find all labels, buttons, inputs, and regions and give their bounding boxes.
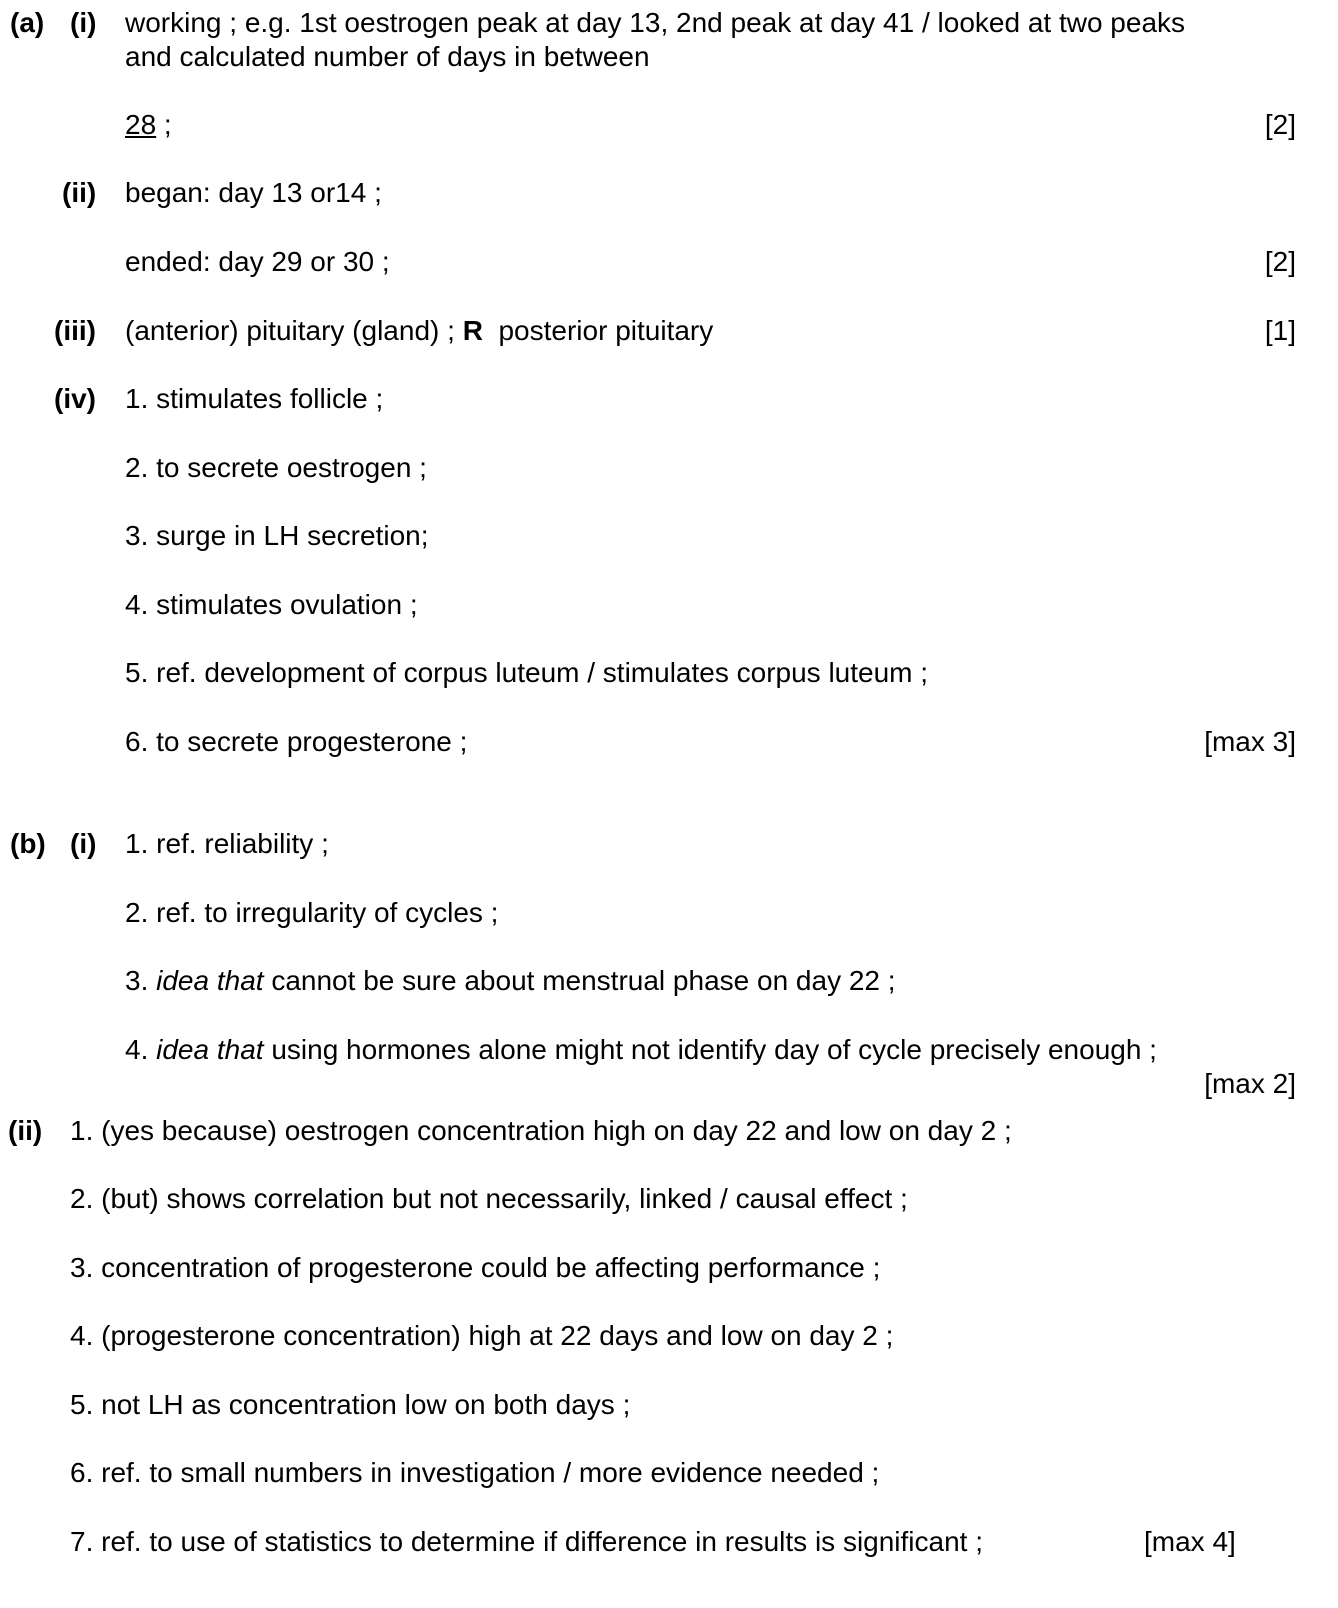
part-a-i-line2: and calculated number of days in between [125, 41, 650, 72]
part-b-label: (b) [10, 828, 46, 859]
part-b-i-point: 1. ref. reliability ; [125, 828, 329, 859]
part-a-ii-line2: ended: day 29 or 30 ; [125, 246, 390, 277]
part-b-i-label: (i) [70, 828, 97, 859]
part-a-ii-label: (ii) [62, 177, 97, 208]
part-b-i-p3-rest: cannot be sure about menstrual phase on day 22 ; [263, 965, 896, 996]
part-a-iv-point: 1. stimulates follicle ; [125, 383, 384, 414]
part-b-ii-point: 3. concentration of progesterone could be affecting performance ; [70, 1252, 881, 1283]
part-a-iv-point: 6. to secrete progesterone ; [125, 726, 468, 757]
part-b-i-p3-italic: idea that [156, 965, 264, 996]
part-a-iii-reject: R [462, 315, 483, 346]
part-a-iv-label: (iv) [54, 383, 96, 414]
part-a-iii-answer [125, 314, 713, 348]
part-a-iii-text-after: posterior pituitary [482, 315, 714, 346]
part-b-i-point: 2. ref. to irregularity of cycles ; [125, 897, 499, 928]
part-a-iv-mark: [max 3] [1204, 726, 1296, 757]
part-b-i-mark: [max 2] [1204, 1068, 1296, 1099]
part-a-iii-text-before: (anterior) pituitary (gland) ; [125, 315, 463, 346]
part-a-iv-point: 4. stimulates ovulation ; [125, 589, 418, 620]
part-b-ii-point: 5. not LH as concentration low on both days ; [70, 1389, 631, 1420]
part-b-i-p3-num: 3. [125, 965, 157, 996]
part-a-iii-label: (iii) [54, 315, 96, 346]
part-b-i-point-3 [125, 964, 896, 998]
part-b-ii-point: 4. (progesterone concentration) high at 22 days and low on day 2 ; [70, 1320, 894, 1351]
part-a-iv-point: 3. surge in LH secretion; [125, 520, 429, 551]
part-a-i-answer-line [125, 108, 172, 142]
part-a-i-label: (i) [70, 7, 97, 38]
part-b-ii-label: (ii) [8, 1115, 43, 1146]
part-a-i-line1: working ; e.g. 1st oestrogen peak at day 13, 2nd peak at day 41 / looked at two peaks [125, 7, 1186, 38]
part-a-i-answer-suffix: ; [156, 109, 172, 140]
part-b-ii-point: 1. (yes because) oestrogen concentration high on day 22 and low on day 2 ; [70, 1115, 1012, 1146]
part-a-label: (a) [10, 7, 45, 38]
part-b-i-p4-rest: using hormones alone might not identify day of cycle precisely enough ; [263, 1034, 1157, 1065]
part-b-i-p4-italic: idea that [156, 1034, 264, 1065]
part-a-ii-mark: [2] [1264, 246, 1296, 277]
part-b-ii-point: 2. (but) shows correlation but not necessarily, linked / causal effect ; [70, 1183, 908, 1214]
part-a-i-mark: [2] [1264, 109, 1296, 140]
part-a-iv-point: 5. ref. development of corpus luteum / stimulates corpus luteum ; [125, 657, 929, 688]
part-a-i-answer: 28 [125, 109, 157, 140]
part-b-ii-point: 7. ref. to use of statistics to determine if difference in results is significant ; [70, 1526, 984, 1557]
part-a-ii-line1: began: day 13 or14 ; [125, 177, 382, 208]
part-a-iv-point: 2. to secrete oestrogen ; [125, 452, 427, 483]
part-b-ii-mark: [max 4] [1144, 1526, 1236, 1557]
part-b-ii-point: 6. ref. to small numbers in investigation / more evidence needed ; [70, 1457, 880, 1488]
part-b-i-point-4 [125, 1033, 1157, 1067]
part-b-i-p4-num: 4. [125, 1034, 157, 1065]
part-a-iii-mark: [1] [1264, 315, 1296, 346]
